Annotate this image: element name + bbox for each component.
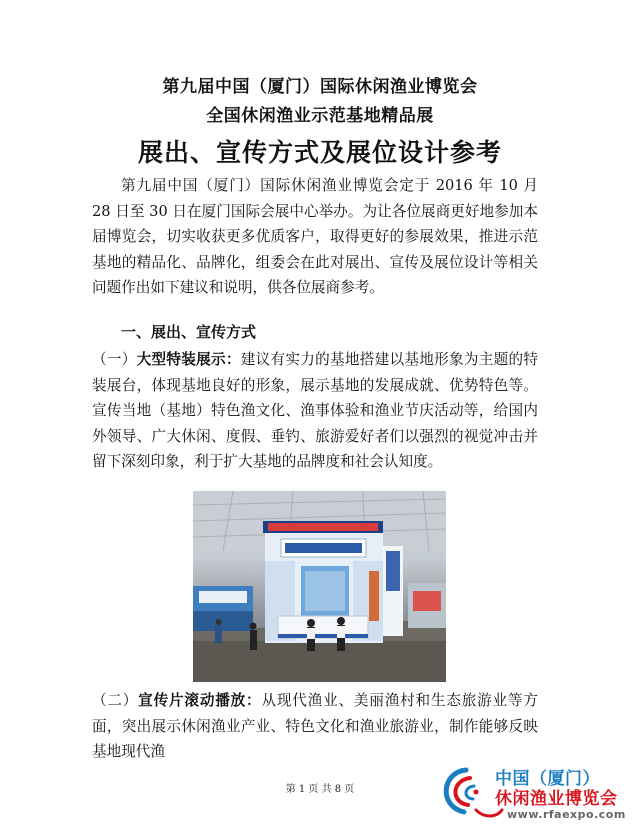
item1-text: 建议有实力的基地搭建以基地形象为主题的特装展台，体现基地良好的形象，展示基地的发展成就、优势特色等。宣传当地（基地）特色渔文化、渔事体验和渔业节庆活动等，给国内外领导、广大休闲、度假、垂钓、旅游爱好者们以强烈的视觉冲击并留下深刻印象，利于扩大基地的品牌度和社会认知度。 <box>92 351 538 470</box>
section-heading: 一、展出、宣传方式 <box>121 323 257 341</box>
exhibition-subheading: 全国休闲渔业示范基地精品展 <box>206 106 434 126</box>
item1-prefix: （一） <box>92 351 137 368</box>
booth-photo <box>193 491 446 682</box>
booth-photo-illustration <box>193 491 446 682</box>
logo-url: www.rfaexpo.com <box>507 808 626 821</box>
item2-paragraph <box>92 688 538 765</box>
logo-line1: 中国（厦门） <box>495 769 600 789</box>
document-title: 展出、宣传方式及展位设计参考 <box>137 138 502 167</box>
page-number: 第 1 页 共 8 页 <box>285 784 355 795</box>
item1-label: 大型特装展示： <box>136 351 241 368</box>
item1-paragraph <box>92 347 538 475</box>
intro-paragraph: 第九届中国（厦门）国际休闲渔业博览会定于 2016 年 10 月 28 日至 30 日在厦门国际会展中心举办。为让各位展商更好地参加本届博览会，切实收获更多优质客户，取得更好的参展效果，推进示范基地的精品化、品牌化，组委会在此对展出、宣传及展位设计等相关问题作出如下建议和说明，供各位展商参考。 <box>92 177 538 296</box>
item2-text: 从现代渔业、美丽渔村和生态旅游业等方面，突出展示休闲渔业产业、特色文化和渔业旅游业，制作能够反映基地现代渔 <box>92 692 538 760</box>
expo-name-heading: 第九届中国（厦门）国际休闲渔业博览会 <box>162 77 478 97</box>
logo-line2: 休闲渔业博览会 <box>495 789 618 809</box>
item2-prefix: （二） <box>92 692 139 709</box>
item2-label: 宣传片滚动播放： <box>138 692 262 709</box>
